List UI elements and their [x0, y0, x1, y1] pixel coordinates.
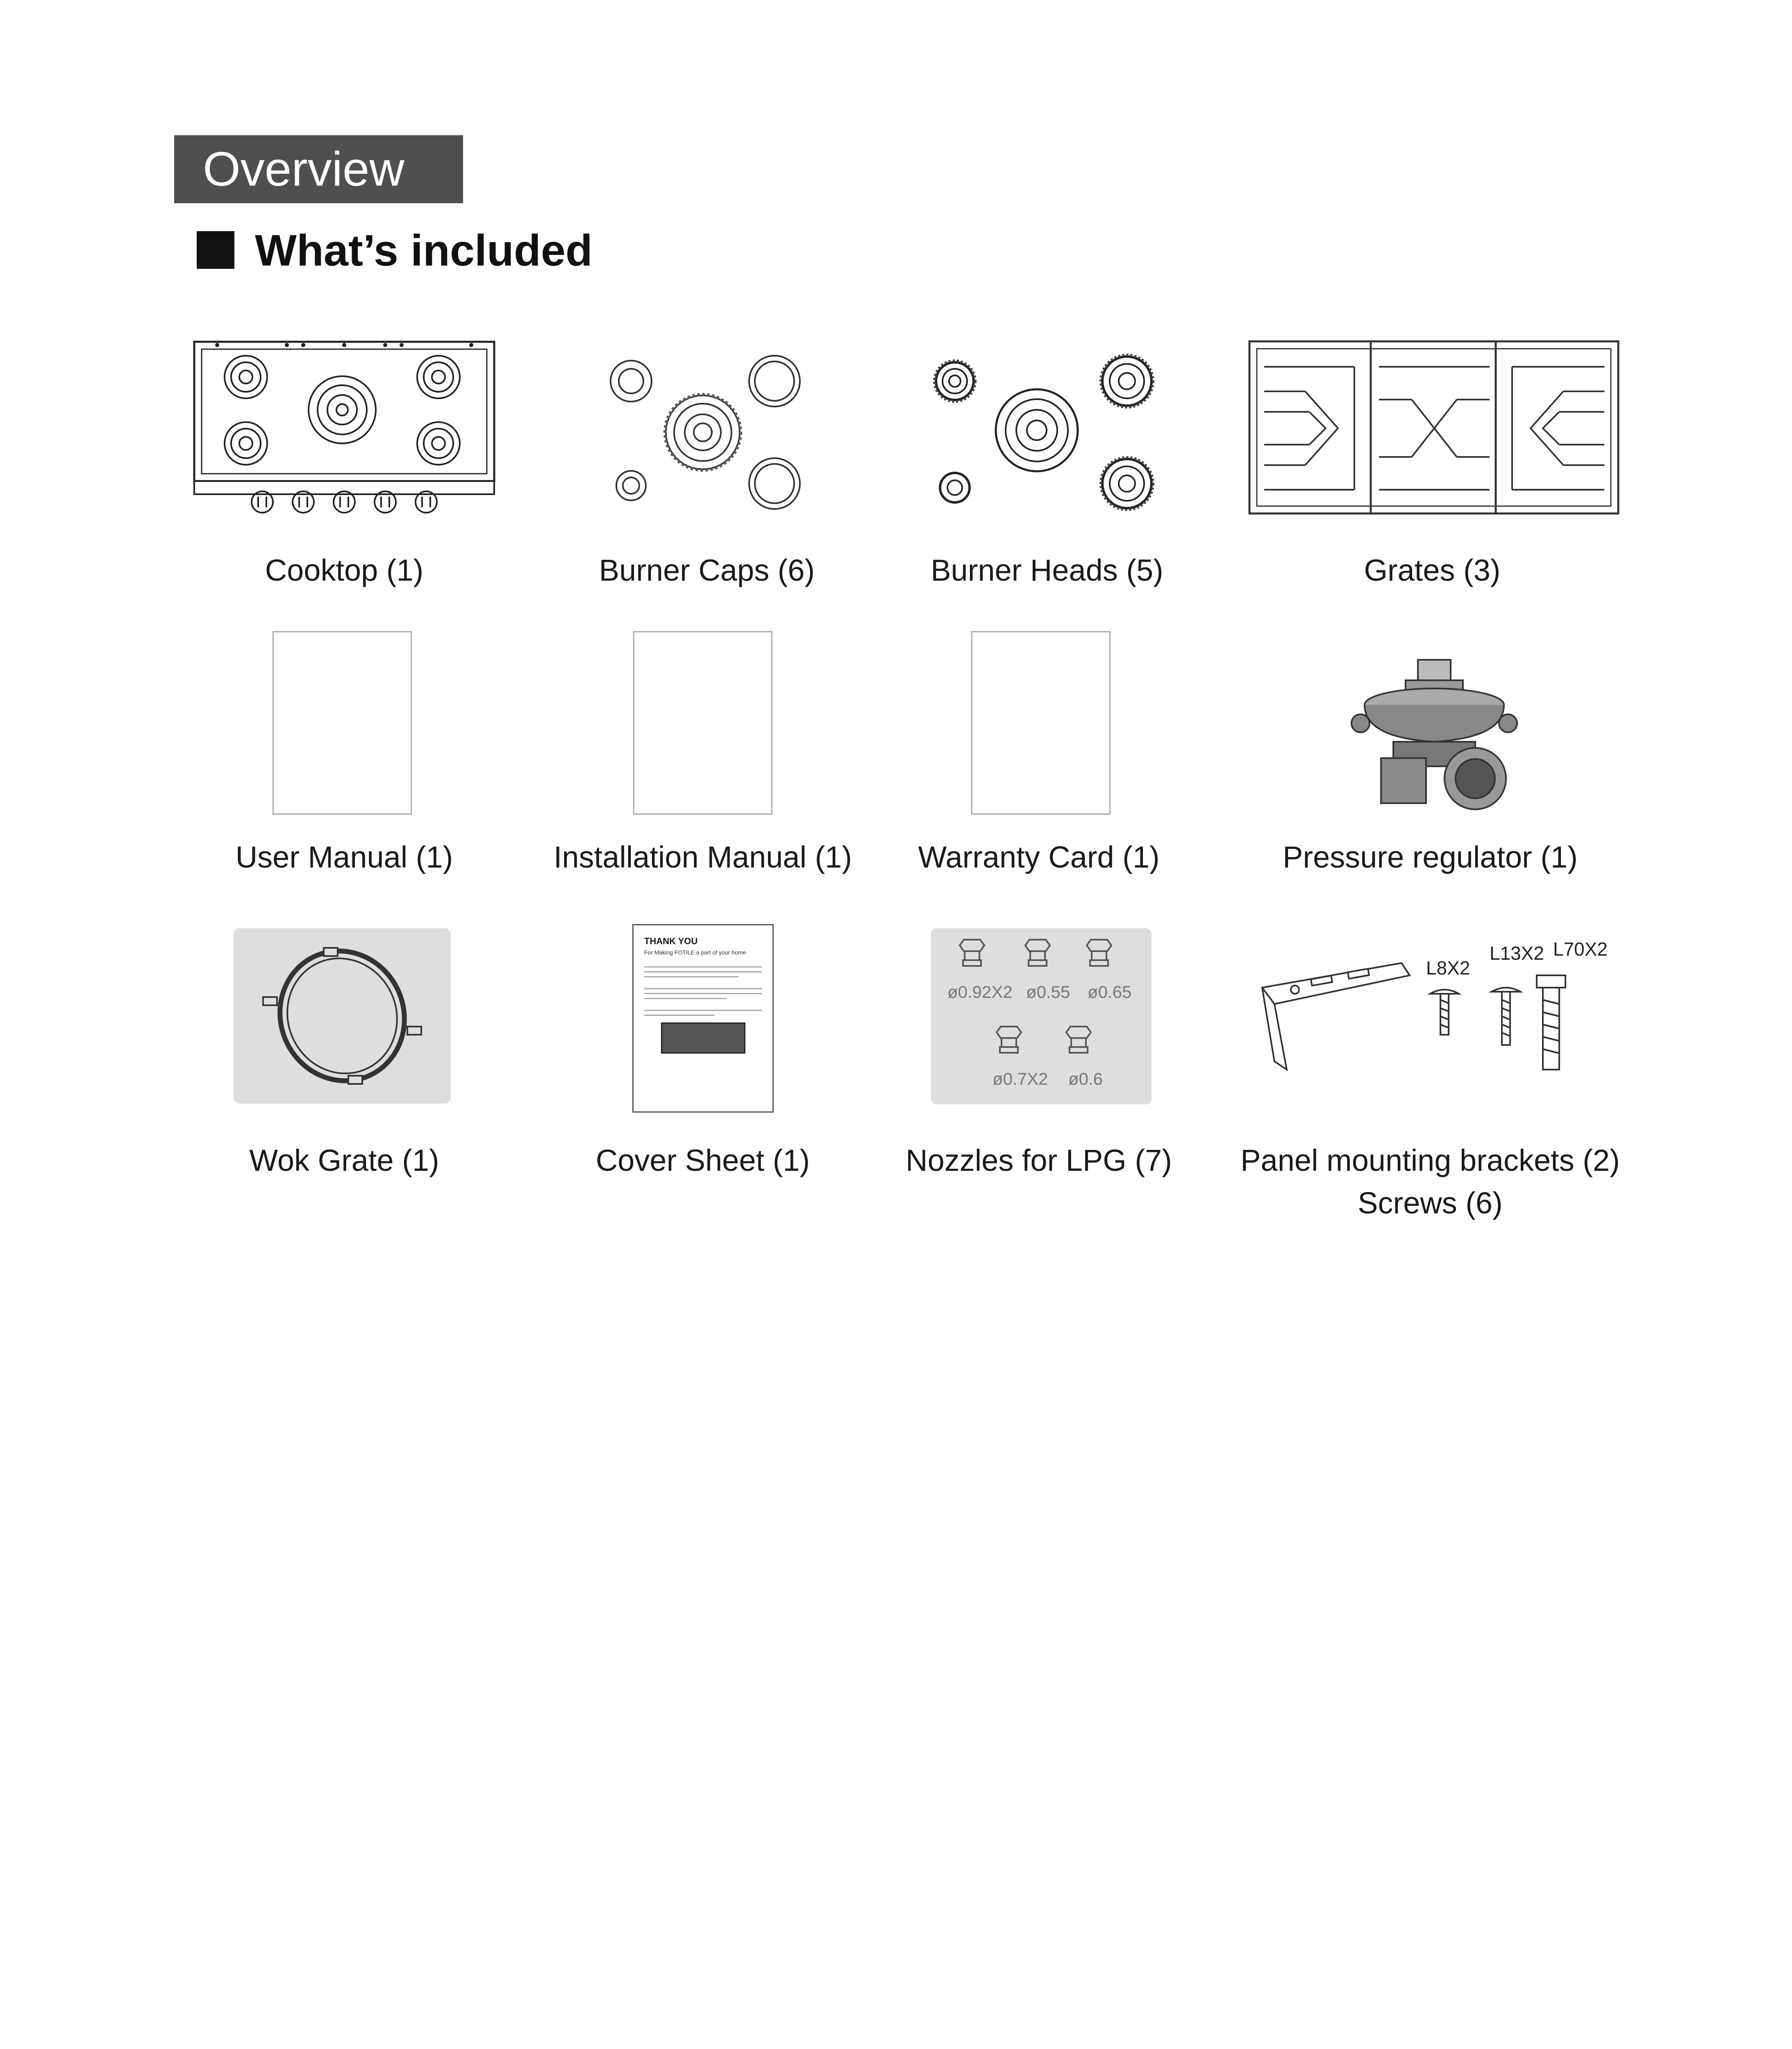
item-label-burner-heads: Burner Heads (5) — [931, 553, 1163, 587]
pressure-regulator-illustration — [1348, 656, 1520, 828]
installation-manual-illustration — [633, 631, 772, 815]
item-label-nozzles: Nozzles for LPG (7) — [906, 1143, 1172, 1177]
item-label-grates: Grates (3) — [1364, 553, 1501, 587]
warranty-card-illustration — [971, 631, 1111, 815]
section-heading — [197, 221, 593, 279]
square-bullet-icon — [197, 231, 234, 269]
screw-label: L70X2 — [1553, 938, 1608, 960]
nozzle-icon — [1087, 940, 1111, 966]
brackets-screws-illustration — [1250, 938, 1610, 1078]
section-tag: Overview — [174, 135, 463, 203]
item-label-pressure-regulator: Pressure regulator (1) — [1283, 840, 1578, 874]
nozzle-icon — [960, 940, 984, 966]
nozzle-icon — [997, 1027, 1021, 1053]
item-label-user-manual: User Manual (1) — [235, 840, 453, 874]
item-label-installation-manual: Installation Manual (1) — [553, 840, 852, 874]
nozzle-label: ø0.55 — [1026, 982, 1070, 1002]
nozzle-label: ø0.65 — [1088, 982, 1132, 1002]
wok-ring-icon — [234, 928, 451, 1104]
item-label-screws: Screws (6) — [1358, 1186, 1503, 1220]
nozzle-label: ø0.7X2 — [993, 1069, 1048, 1088]
grates-illustration — [1248, 338, 1621, 518]
user-manual-illustration — [273, 631, 412, 815]
screw-icon — [1492, 988, 1520, 1045]
screw-icon — [1430, 990, 1459, 1035]
nozzle-label: ø0.92X2 — [947, 982, 1013, 1002]
cover-sheet-product-image — [661, 1022, 745, 1054]
burner-heads-illustration — [926, 344, 1172, 516]
wok-grate-illustration — [234, 928, 451, 1104]
cover-sheet-title: THANK YOU — [644, 936, 698, 946]
item-label-burner-caps: Burner Caps (6) — [599, 553, 815, 587]
cover-sheet-illustration — [632, 924, 774, 1113]
item-label-cover-sheet: Cover Sheet (1) — [595, 1143, 810, 1177]
cover-sheet-subtitle: For Making FOTILE a part of your home — [644, 949, 746, 956]
burner-caps-illustration — [598, 344, 828, 516]
nozzle-icon — [1066, 1027, 1091, 1053]
screw-label: L13X2 — [1490, 943, 1544, 964]
screw-icon — [1537, 975, 1565, 1070]
item-label-warranty-card: Warranty Card (1) — [918, 840, 1160, 874]
cooktop-illustration — [193, 336, 496, 520]
item-label-panel-brackets: Panel mounting brackets (2) — [1240, 1143, 1620, 1177]
bracket-icon — [1262, 963, 1410, 1070]
nozzle-icon — [1025, 940, 1050, 966]
item-label-wok-grate: Wok Grate (1) — [249, 1143, 439, 1177]
nozzles-illustration — [931, 928, 1152, 1104]
cover-sheet-text-lines — [644, 966, 762, 1016]
item-label-cooktop: Cooktop (1) — [265, 553, 424, 587]
screw-label: L8X2 — [1426, 957, 1470, 979]
nozzle-label: ø0.6 — [1068, 1069, 1103, 1088]
heading-text: What’s included — [255, 225, 593, 275]
